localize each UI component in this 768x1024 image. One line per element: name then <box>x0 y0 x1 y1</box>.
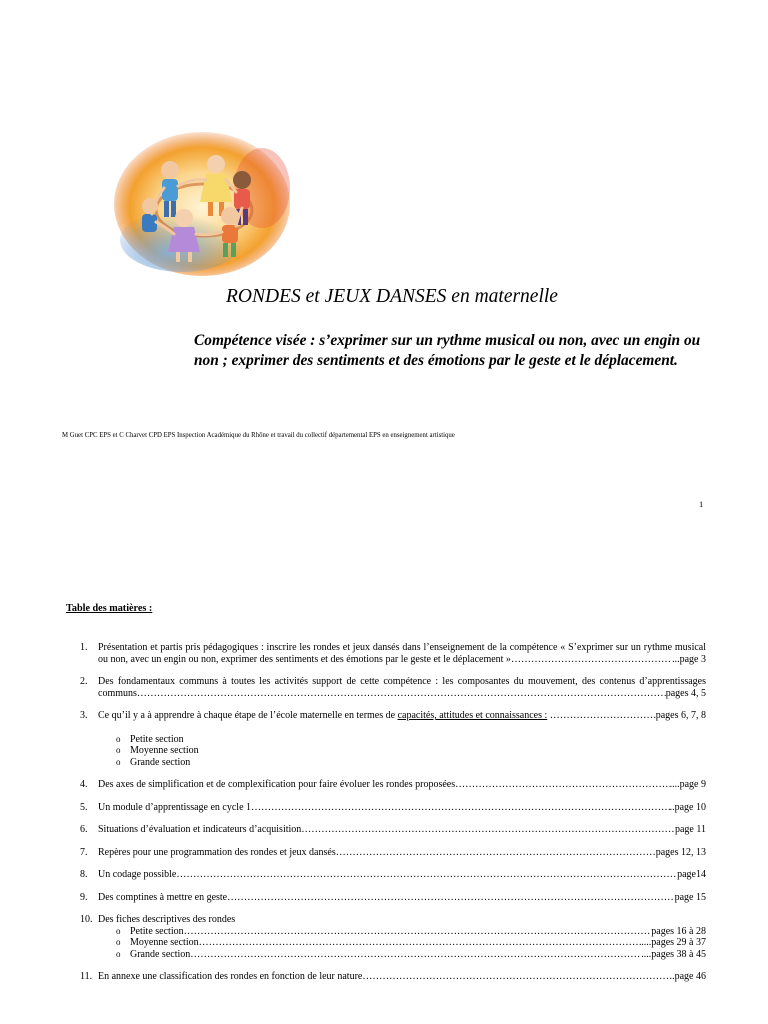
dot-leader <box>362 971 672 983</box>
circle-bullet-icon: o <box>116 756 121 767</box>
toc-item-page: pages 6, 7, 8 <box>655 710 706 721</box>
toc-item-text: Ce qu’il y a à apprendre à chaque étape de l’école maternelle en termes de <box>98 710 398 721</box>
toc-item[interactable] <box>66 847 706 859</box>
toc-item-text: communs <box>98 687 137 699</box>
toc-subitem[interactable]: o Grande section ……………………………………………………………………………………………………………………………………………………………………………………………………… ....pages 38 à 45 <box>98 949 706 961</box>
circle-bullet-icon: o <box>116 937 121 947</box>
dot-leader <box>184 926 652 938</box>
dot-leader <box>199 937 642 949</box>
toc-item-text: Des axes de simplification et de complexification pour faire évoluer les rondes proposées <box>98 779 456 790</box>
toc-subitem[interactable]: o Moyenne section ……………………………………………………………………………………………………………………………………………………………………………………………………… ....pages 29 à 37 <box>98 937 706 949</box>
toc-item-number: 9. <box>80 891 88 903</box>
dot-leader <box>251 802 670 814</box>
toc-item-number: 11. <box>80 971 93 982</box>
toc-item-text: Des fondamentaux communs à toutes les activités support de cette compétence : les composantes du mouvement, des contenus d’apprentissages <box>98 676 706 687</box>
toc-subitem[interactable]: o Petite section ……………………………………………………………………………………………………………………………………………………………………………………………………… pages 16 à 28 <box>98 926 706 938</box>
toc-item-number: 5. <box>80 801 88 813</box>
toc-item-page: page14 <box>677 869 706 880</box>
competence-statement: Compétence visée : s’exprimer sur un rythme musical ou non, avec un engin ou non ; exprimer des sentiments et des émotions par le geste et le déplacement. <box>194 332 701 369</box>
dot-leader <box>227 892 674 904</box>
toc-item-page: ..page 10 <box>669 801 706 813</box>
document-title: RONDES et JEUX DANSES en maternelle <box>226 286 558 307</box>
toc-item-text: Repères pour une programmation des rondes et jeux dansés <box>98 846 336 858</box>
toc-item-page: page 11 <box>674 824 706 835</box>
toc-subitem: o Moyenne section <box>116 745 199 756</box>
toc-item-page: pages 12, 13 <box>655 846 706 858</box>
dot-leader <box>137 688 666 700</box>
circle-bullet-icon: o <box>116 745 121 755</box>
toc-item[interactable] <box>66 824 706 836</box>
toc-item-page: ....pages 38 à 45 <box>641 948 706 960</box>
toc-item-page: ...page 3 <box>672 653 706 665</box>
toc-item-page: .page 46 <box>672 971 706 982</box>
children-dancing-illustration <box>112 128 292 276</box>
toc-item-text: Des fiches descriptives des rondes <box>98 914 236 925</box>
circle-bullet-icon: o <box>116 948 121 959</box>
dot-leader <box>176 869 677 881</box>
toc-item[interactable] <box>66 642 706 665</box>
toc-subitem: o Petite section <box>116 733 184 745</box>
toc-item-page: ....pages 29 à 37 <box>641 937 706 948</box>
toc-item[interactable] <box>66 914 706 960</box>
toc-item-text: Situations d’évaluation et indicateurs d’acquisition <box>98 824 302 835</box>
toc-item[interactable] <box>66 869 706 881</box>
page-number: 1 <box>699 499 704 509</box>
toc-item-page: page 15 <box>674 891 706 903</box>
toc-item-number: 4. <box>80 779 88 790</box>
toc-heading: Table des matières : <box>66 603 153 614</box>
toc-item-page: pages 16 à 28 <box>651 925 706 937</box>
dot-leader <box>190 949 641 961</box>
toc-item[interactable] <box>66 802 706 814</box>
dot-leader <box>336 847 656 859</box>
circle-bullet-icon: o <box>116 733 121 744</box>
toc-item[interactable] <box>66 779 706 791</box>
toc-item-number: 7. <box>80 846 88 858</box>
circle-bullet-icon: o <box>116 925 121 936</box>
toc-item-page: ....page 9 <box>669 779 706 790</box>
toc-item-text: ou non, avec un engin ou non, exprimer des sentiments et des émotions par le geste et le déplacement » <box>98 653 511 665</box>
toc-item-text: Des comptines à mettre en geste <box>98 891 228 903</box>
toc-item-number: 3. <box>80 710 88 721</box>
toc-item-text: Présentation et partis pris pédagogiques : inscrire les rondes et jeux dansés dans l’enseignement de la compétence « S’exprimer sur un rythme musical <box>98 642 706 653</box>
table-of-contents <box>66 642 706 983</box>
toc-item[interactable] <box>66 892 706 904</box>
toc-item[interactable] <box>66 971 706 983</box>
toc-item-text: Un module d’apprentissage en cycle 1 <box>98 801 252 813</box>
toc-item-text: Un codage possible <box>98 869 177 880</box>
toc-subitem: o Grande section <box>116 756 191 768</box>
dot-leader <box>550 710 656 722</box>
toc-item-number: 6. <box>80 824 88 835</box>
toc-item-page: pages 4, 5 <box>665 687 706 699</box>
dot-leader <box>455 779 670 791</box>
toc-item[interactable] <box>66 676 706 699</box>
dot-leader <box>511 654 672 666</box>
toc-item-number: 1. <box>80 642 88 653</box>
toc-item-number: 10. <box>80 914 93 925</box>
toc-item-number: 8. <box>80 869 88 880</box>
toc-item-number: 2. <box>80 676 88 687</box>
toc-item-underlined-text: capacités, attitudes et connaissances : <box>397 710 548 721</box>
authors-credit: M Guet CPC EPS et C Charvet CPD EPS Inspection Académique du Rhône et travail du collectif départemental EPS en enseignement artistique <box>62 432 455 439</box>
dot-leader <box>301 824 675 836</box>
toc-item-text: En annexe une classification des rondes en fonction de leur nature <box>98 971 363 982</box>
toc-item[interactable] <box>66 710 706 768</box>
